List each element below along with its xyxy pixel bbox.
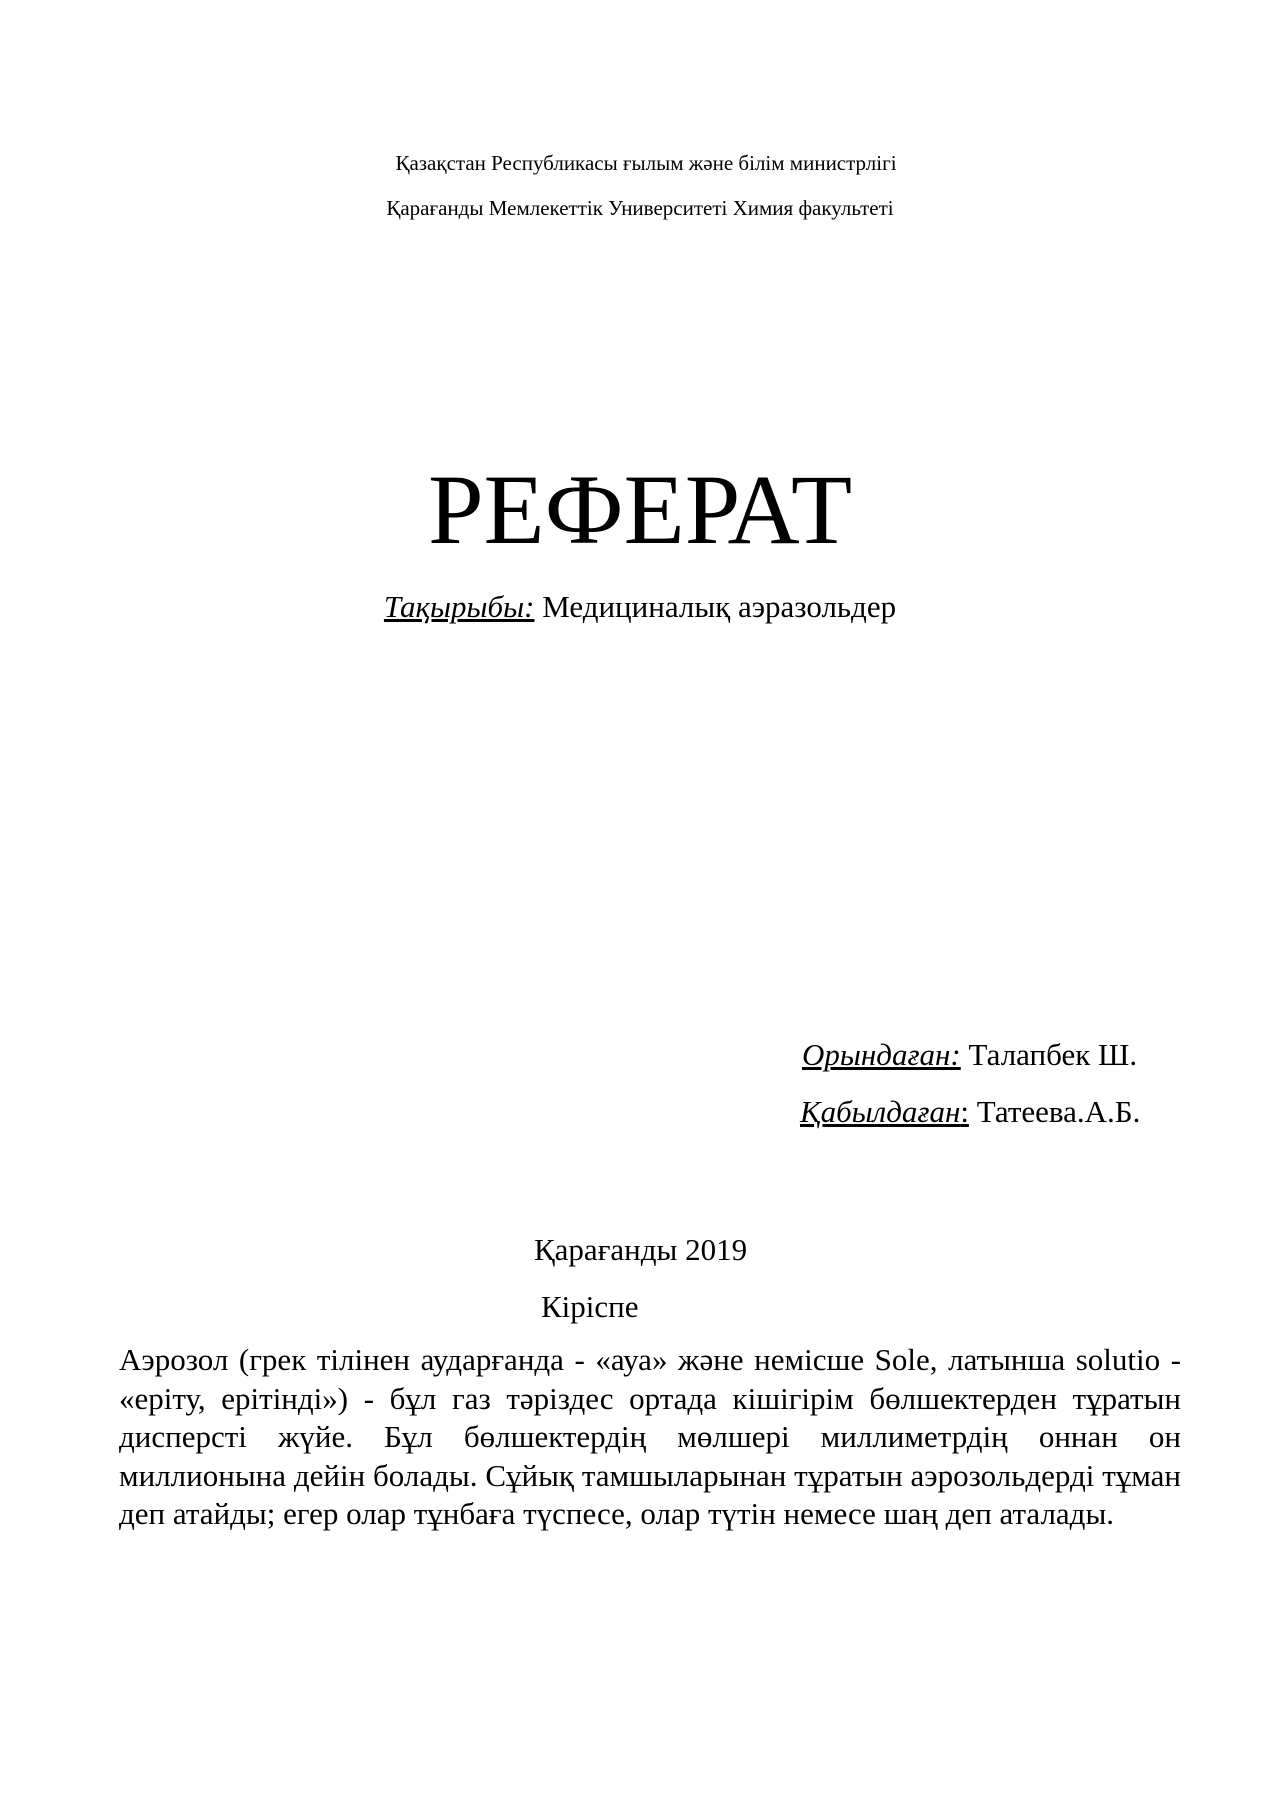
performer-name: Талапбек Ш. (960, 1037, 1138, 1072)
receiver-line (800, 1093, 1140, 1131)
intro-heading: Кіріспе (541, 1289, 639, 1324)
city-year: Қарағанды 2019 (534, 1232, 748, 1267)
performer-line (802, 1036, 1137, 1074)
performer-label: Орындаған: (802, 1037, 961, 1072)
intro-paragraph: Аэрозол (грек тілінен аударғанда - «ауа» және немісше Sole, латынша solutio - «еріту, ерітінді») - бұл газ тәріздес ортада кішігірім бөлшектерден тұратын дисперсті жүйе. Бұл бөлшектердің мөлшері миллиметрдің оннан он миллионына дейін болады. Сұйық тамшыларынан тұратын аэрозольдерді тұман деп атайды; егер олар тұнбаға түспесе, олар түтін немесе шаң деп аталады. (119, 1342, 1181, 1531)
receiver-colon: : (960, 1094, 969, 1129)
topic-line (0, 588, 1280, 626)
document-title: РЕФЕРАТ (427, 454, 853, 565)
receiver-label: Қабылдаған (800, 1094, 961, 1129)
topic-label: Тақырыбы: (383, 589, 535, 624)
university-header: Қарағанды Мемлекеттік Университеті Химия факультеті (386, 196, 894, 220)
receiver-name: Татеева.А.Б. (968, 1094, 1141, 1129)
ministry-header: Қазақстан Республикасы ғылым және білім министрлігі (395, 151, 897, 175)
topic-value: Медициналық аэразольдер (534, 589, 897, 624)
